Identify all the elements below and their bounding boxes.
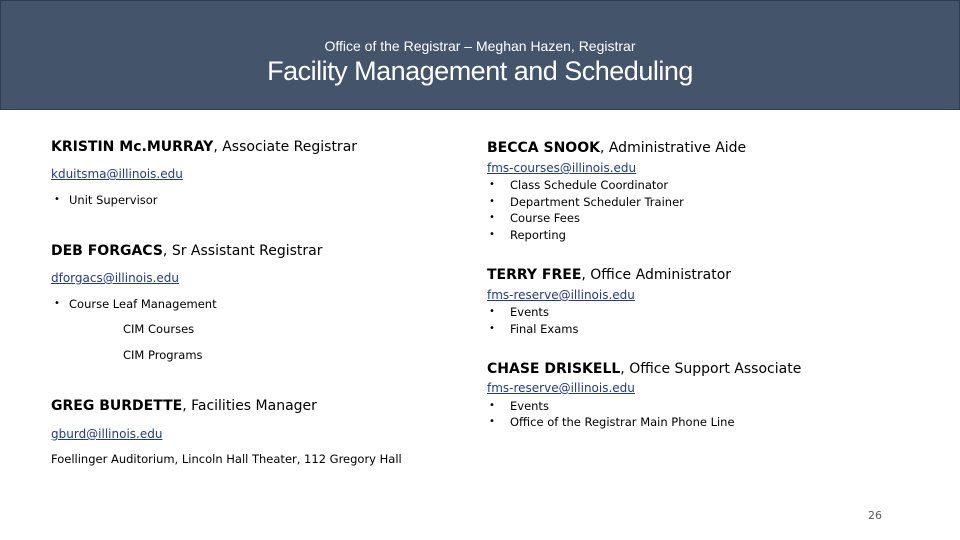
deb-email-link[interactable]: dforgacs@illinois.edu [51, 271, 180, 285]
becca-name: BECCA SNOOK [487, 140, 600, 156]
terry-role: , Office Administrator [581, 267, 732, 283]
greg-name-line [51, 398, 317, 414]
kristin-role: , Associate Registrar [213, 139, 358, 155]
becca-duty: Reporting [510, 228, 566, 242]
title-banner [0, 0, 960, 110]
greg-role: , Facilities Manager [182, 398, 317, 414]
slide-title: Facility Management and Scheduling [267, 56, 693, 86]
deb-role: , Sr Assistant Registrar [162, 243, 323, 259]
becca-duty: Class Schedule Coordinator [510, 178, 669, 192]
bullet-marker: • [54, 298, 60, 309]
bullet-marker: • [54, 194, 60, 205]
chase-duty: Office of the Registrar Main Phone Line [510, 415, 735, 429]
greg-email-link[interactable]: gburd@illinois.edu [51, 427, 163, 441]
becca-duty: Department Scheduler Trainer [510, 195, 684, 209]
becca-role: , Administrative Aide [599, 140, 747, 156]
chase-duty: Events [510, 399, 549, 413]
terry-duty: Events [510, 305, 549, 319]
kristin-duty: Unit Supervisor [69, 193, 158, 207]
deb-subitem: CIM Courses [123, 322, 195, 336]
kristin-email-link[interactable]: kduitsma@illinois.edu [51, 167, 183, 181]
terry-name: TERRY FREE [487, 267, 582, 283]
deb-name: DEB FORGACS [51, 243, 163, 259]
becca-email-link[interactable]: fms-courses@illinois.edu [487, 161, 637, 175]
becca-name-line [487, 140, 746, 156]
bullet-marker: • [489, 196, 495, 207]
kristin-name: KRISTIN Mc.MURRAY [51, 139, 214, 155]
chase-email-link[interactable]: fms-reserve@illinois.edu [487, 381, 635, 395]
terry-email-link[interactable]: fms-reserve@illinois.edu [487, 288, 635, 302]
bullet-marker: • [489, 400, 495, 411]
bullet-marker: • [489, 179, 495, 190]
greg-locations: Foellinger Auditorium, Lincoln Hall Theater, 112 Gregory Hall [51, 452, 402, 466]
bullet-marker: • [489, 306, 495, 317]
bullet-marker: • [489, 416, 495, 427]
terry-duty: Final Exams [510, 322, 579, 336]
deb-duty: Course Leaf Management [69, 297, 217, 311]
bullet-marker: • [489, 229, 495, 240]
deb-subitem: CIM Programs [123, 348, 203, 362]
slide-subtitle: Office of the Registrar – Meghan Hazen, Registrar [324, 38, 636, 54]
greg-name: GREG BURDETTE [51, 398, 183, 414]
bullet-marker: • [489, 323, 495, 334]
chase-name-line [487, 361, 801, 377]
bullet-marker: • [489, 212, 495, 223]
becca-duty: Course Fees [510, 211, 580, 225]
chase-role: , Office Support Associate [620, 361, 802, 377]
chase-name: CHASE DRISKELL [487, 361, 621, 377]
kristin-name-line [51, 139, 357, 155]
page-number: 26 [868, 509, 882, 522]
deb-name-line [51, 243, 323, 259]
terry-name-line [487, 267, 731, 283]
